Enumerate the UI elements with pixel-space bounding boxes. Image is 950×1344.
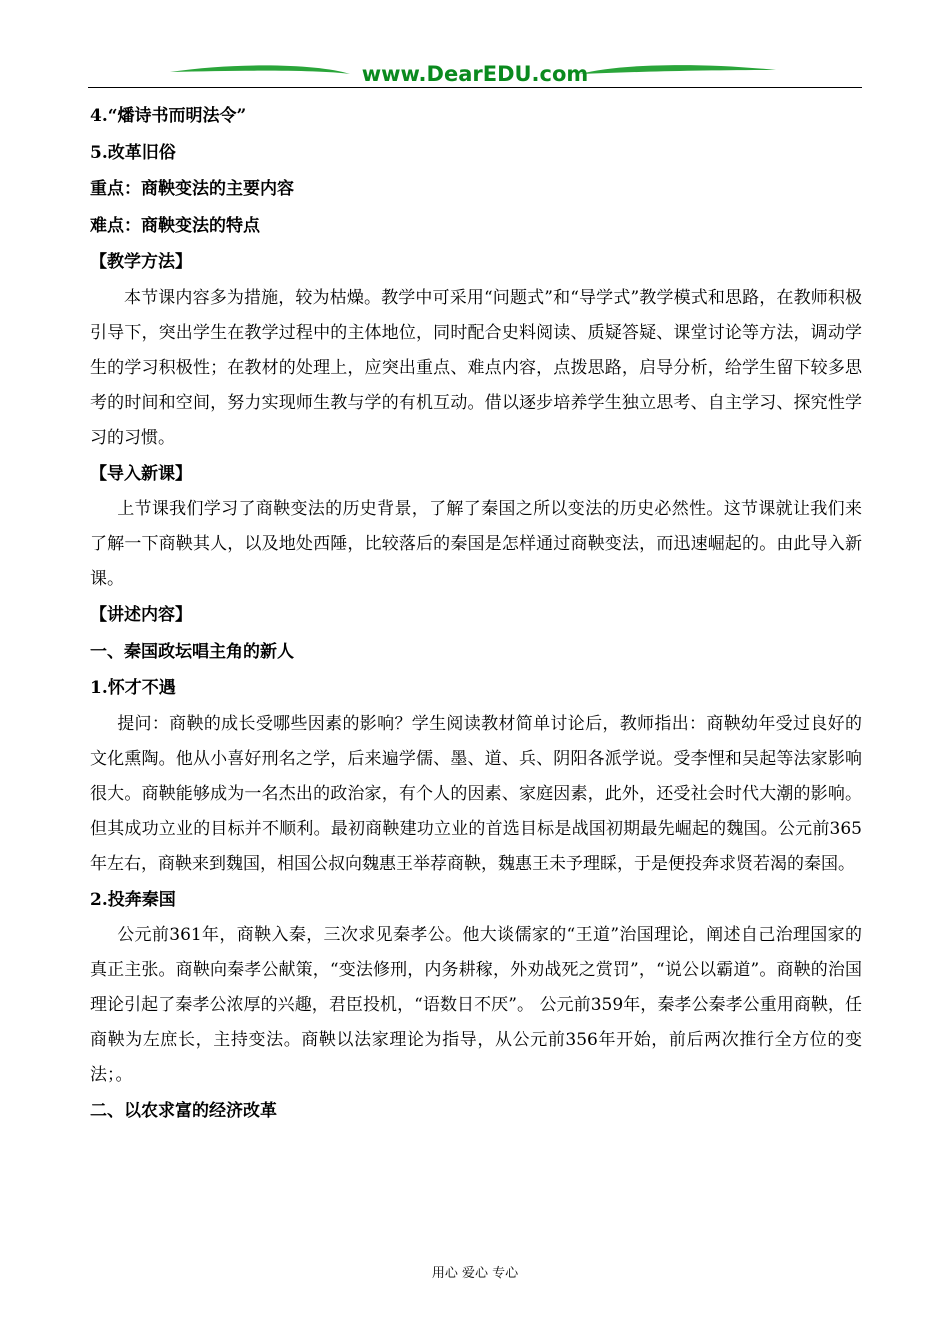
paragraph-s1-1: 提问：商鞅的成长受哪些因素的影响？学生阅读教材简单讨论后，教师指出：商鞅幼年受过良好的文化熏陶。他从小喜好刑名之学，后来遍学儒、墨、道、兵、阴阳各派学说。受李悝和吴起等法家影响很大。商鞅能够成为一名杰出的政治家，有个人的因素、家庭因素，此外，还受社会时代大潮的影响。 但其成功立业的目标并不顺利。最初商鞅建功立业的首选目标是战国初期最先崛起的魏国。公元前365年左右，商鞅来到魏国，相国公叔向魏惠王举荐商鞅，魏惠王未予理睬，于是便投奔求贤若渴的秦国。 [90, 713, 862, 874]
difficult-point: 难点：商鞅变法的特点 [90, 215, 260, 236]
paragraph-intro: 上节课我们学习了商鞅变法的历史背景，了解了秦国之所以变法的历史必然性。这节课就让我们来了解一下商鞅其人，以及地处西陲，比较落后的秦国是怎样通过商鞅变法，而迅速崛起的。由此导入新课。 [90, 499, 862, 589]
paragraph-s1-2: 公元前361年，商鞅入秦，三次求见秦孝公。他大谈儒家的“王道”治国理论，阐述自己治理国家的真正主张。商鞅向秦孝公献策，“变法修刑，内务耕稼，外劝战死之赏罚”，“说公以霸道”。商鞅的治国理论引起了秦孝公浓厚的兴趣，君臣投机，“语数日不厌”。 公元前359年，秦孝公秦孝公重用商鞅，任商鞅为左庶长，主持变法。商鞅以法家理论为指导，从公元前356年开始，前后两次推行全方位的变法；。 [90, 925, 862, 1085]
subsection-heading: 2.投奔秦国 [90, 889, 176, 910]
page-header [88, 58, 862, 90]
subsection-heading: 1.怀才不遇 [90, 678, 176, 698]
section-heading-intro: 【导入新课】 [90, 463, 192, 484]
subsection-heading: 二、以农求富的经济改革 [90, 1101, 277, 1121]
header-divider [88, 87, 862, 88]
paragraph-method: 本节课内容多为措施，较为枯燥。教学中可采用“问题式”和“导学式”教学模式和思路，在教师积极引导下，突出学生在教学过程中的主体地位，同时配合史料阅读、质疑答疑、课堂讨论等方法，调动学生的学习积极性；在教材的处理上，应突出重点、难点内容，点拨思路，启导分析，给学生留下较多思考的时间和空间，努力实现师生教与学的有机互动。借以逐步培养学生独立思考、自主学习、探究性学习的习惯。 [90, 287, 862, 448]
site-logo: www.DearEDU.com [361, 62, 589, 86]
heading-line: 4.“燔诗书而明法令” [90, 106, 247, 126]
subsection-heading: 一、秦国政坛唱主角的新人 [90, 641, 294, 662]
heading-line: 5.改革旧俗 [90, 142, 176, 163]
page-footer: 用心 爱心 专心 [431, 1266, 519, 1281]
document-body [90, 98, 862, 1130]
key-point: 重点：商鞅变法的主要内容 [90, 179, 294, 199]
section-heading-content: 【讲述内容】 [90, 605, 192, 625]
section-heading-method: 【教学方法】 [90, 252, 192, 272]
